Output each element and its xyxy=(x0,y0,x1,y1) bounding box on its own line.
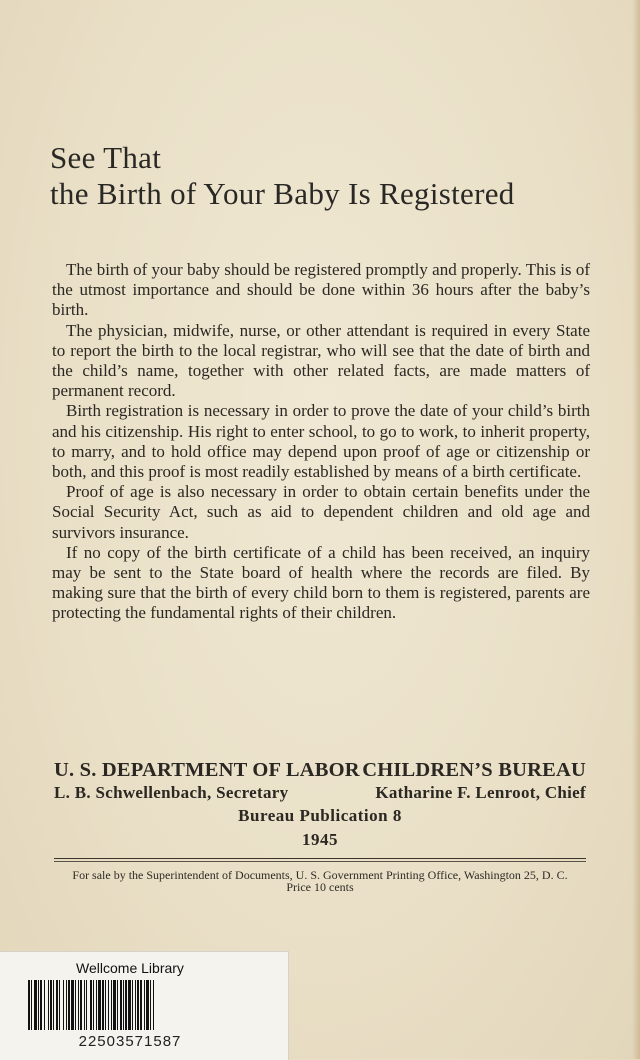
officials-row xyxy=(54,783,586,803)
footer-rule-thin xyxy=(54,861,586,862)
department-name: U. S. DEPARTMENT OF LABOR xyxy=(54,759,360,781)
library-barcode-label xyxy=(0,951,289,1060)
paragraph-2: The physician, midwife, nurse, or other attendant is required in every State to report the birth to the local registrar, who will see that the date of birth and the child’s name, together with other related facts, are made matters of permanent record. xyxy=(52,320,590,401)
page-title xyxy=(50,140,515,212)
sale-notice: For sale by the Superintendent of Documents, U. S. Government Printing Office, Washington 25, D. C. xyxy=(72,868,568,882)
title-line-1: See That xyxy=(50,140,162,175)
publication-year: 1945 xyxy=(302,830,338,849)
library-name: Wellcome Library xyxy=(76,960,184,976)
body-text xyxy=(52,260,590,624)
footer-rule-thick xyxy=(54,858,586,859)
paragraph-5: If no copy of the birth certificate of a child has been received, an inquiry may be sent to the State board of health where the records are filed. By making sure that the birth of every child born to them is registered, parents are protecting the fundamental rights of their children. xyxy=(52,542,590,623)
paragraph-1: The birth of your baby should be registered promptly and properly. This is of the utmost importance and should be done within 36 hours after the baby’s birth. xyxy=(52,260,590,320)
bureau-name: CHILDREN’S BUREAU xyxy=(362,759,586,781)
price-notice: Price 10 cents xyxy=(286,880,354,894)
title-line-2: the Birth of Your Baby Is Registered xyxy=(50,176,515,211)
agency-heading-row xyxy=(54,759,586,782)
paragraph-3: Birth registration is necessary in order to prove the date of your child’s birth and his citizenship. His right to enter school, to go to work, to inherit property, to marry, and to hold office may depend upon proof of age or citizenship or both, and this proof is most readily established by means of a birth certificate. xyxy=(52,401,590,482)
chief-name: Katharine F. Lenroot, Chief xyxy=(375,783,586,802)
barcode-bar xyxy=(154,980,156,1030)
barcode-image xyxy=(28,980,246,1030)
barcode-number: 22503571587 xyxy=(78,1033,182,1050)
publication-number: Bureau Publication 8 xyxy=(238,806,402,825)
secretary-name: L. B. Schwellenbach, Secretary xyxy=(54,783,289,802)
paragraph-4: Proof of age is also necessary in order to obtain certain benefits under the Social Security Act, such as aid to dependent children and old age and survivors insurance. xyxy=(52,482,590,542)
page-edge-shadow xyxy=(632,0,640,1059)
